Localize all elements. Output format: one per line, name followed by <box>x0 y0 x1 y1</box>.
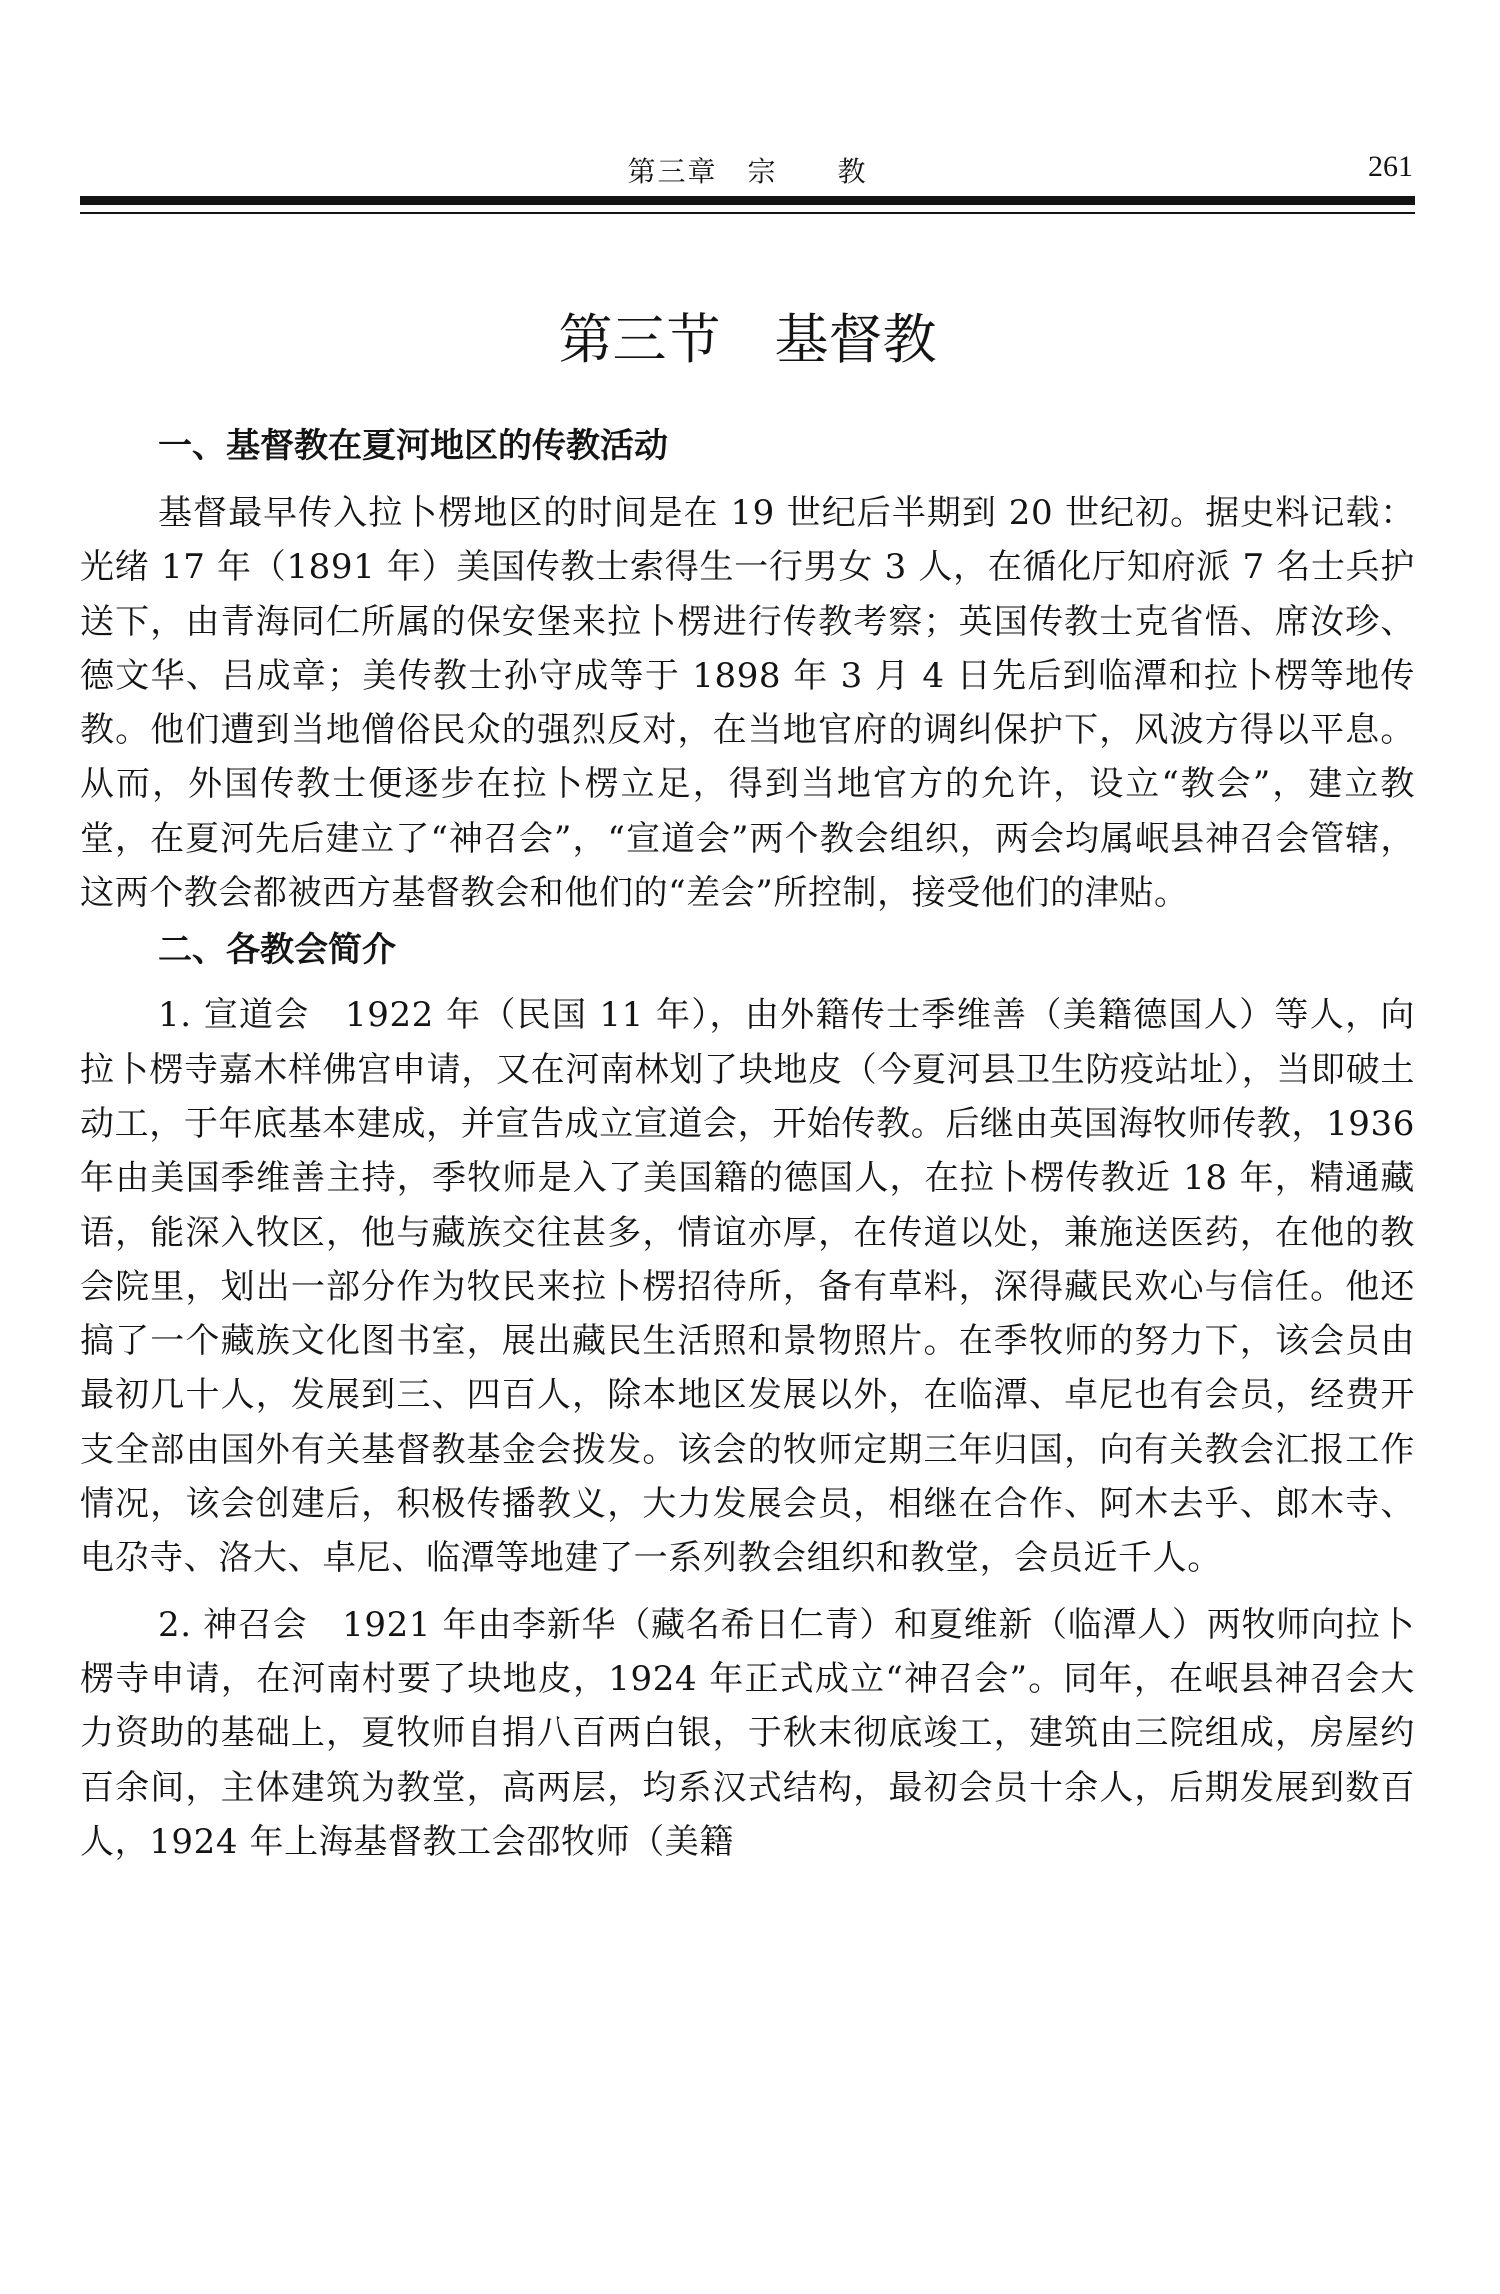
page-number: 261 <box>1368 150 1413 183</box>
spacer <box>80 472 1415 486</box>
subheading-missionary-activity: 一、基督教在夏河地区的传教活动 <box>158 426 668 466</box>
spacer <box>80 976 1415 988</box>
spacer <box>80 1586 1415 1598</box>
header-rule-thick <box>80 196 1415 205</box>
subheading-church-intro: 二、各教会简介 <box>158 930 396 971</box>
section-title: 第三节 基督教 <box>558 308 937 371</box>
page-body <box>80 420 1415 1869</box>
paragraph-shenzhao-church: 2. 神召会 1921 年由李新华（藏名希日仁青）和夏维新（临潭人）两牧师向拉卜楞寺申请，在河南村要了块地皮，1924 年正式成立“神召会”。同年，在岷县神召会大力资助的基础上，夏牧师自捐八百两白银，于秋末彻底竣工，建筑由三院组成，房屋约百余间，主体建筑为教堂，高两层，均系汉式结构，最初会员十余人，后期发展到数百人，1924 年上海基督教工会邵牧师（美籍 <box>80 1604 1415 1862</box>
running-header <box>80 150 1415 194</box>
header-rule-thin <box>80 212 1415 214</box>
chapter-title: 第三章 宗 教 <box>627 155 868 188</box>
paragraph-history: 基督最早传入拉卜楞地区的时间是在 19 世纪后半期到 20 世纪初。据史料记载：光绪 17 年（1891 年）美国传教士索得生一行男女 3 人，在循化厅知府派 7 名士兵护送下，由青海同仁所属的保安堡来拉卜楞进行传教考察；英国传教士克省悟、席汝珍、德文华、吕成章；美传教士孙守成等于 1898 年 3 月 4 日先后到临潭和拉卜楞等地传教。他们遭到当地僧俗民众的强烈反对，在当地官府的调纠保护下，风波方得以平息。从而，外国传教士便逐步在拉卜楞立足，得到当地官方的允许，设立“教会”，建立教堂，在夏河先后建立了“神召会”，“宣道会”两个教会组织，两会均属岷县神召会管辖，这两个教会都被西方基督教会和他们的“差会”所控制，接受他们的津贴。 <box>80 493 1415 914</box>
paragraph-xuandao-church: 1. 宣道会 1922 年（民国 11 年），由外籍传士季维善（美籍德国人）等人，向拉卜楞寺嘉木样佛宫申请，又在河南林划了块地皮（今夏河县卫生防疫站址），当即破土动工，于年底基本建成，并宣告成立宣道会，开始传教。后继由英国海牧师传教，1936 年由美国季维善主持，季牧师是入了美国籍的德国人，在拉卜楞传教近 18 年，精通藏语，能深入牧区，他与藏族交往甚多，情谊亦厚，在传道以处，兼施送医药，在他的教会院里，划出一部分作为牧民来拉卜楞招待所，备有草料，深得藏民欢心与信任。他还搞了一个藏族文化图书室，展出藏民生活照和景物照片。在季牧师的努力下，该会员由最初几十人，发展到三、四百人，除本地区发展以外，在临潭、卓尼也有会员，经费开支全部由国外有关基督教基金会拨发。该会的牧师定期三年归国，向有关教会汇报工作情况，该会创建后，积极传播教义，大力发展会员，相继在合作、阿木去乎、郎木寺、电尕寺、洛大、卓尼、临潭等地建了一系列教会组织和教堂，会员近千人。 <box>80 995 1415 1579</box>
